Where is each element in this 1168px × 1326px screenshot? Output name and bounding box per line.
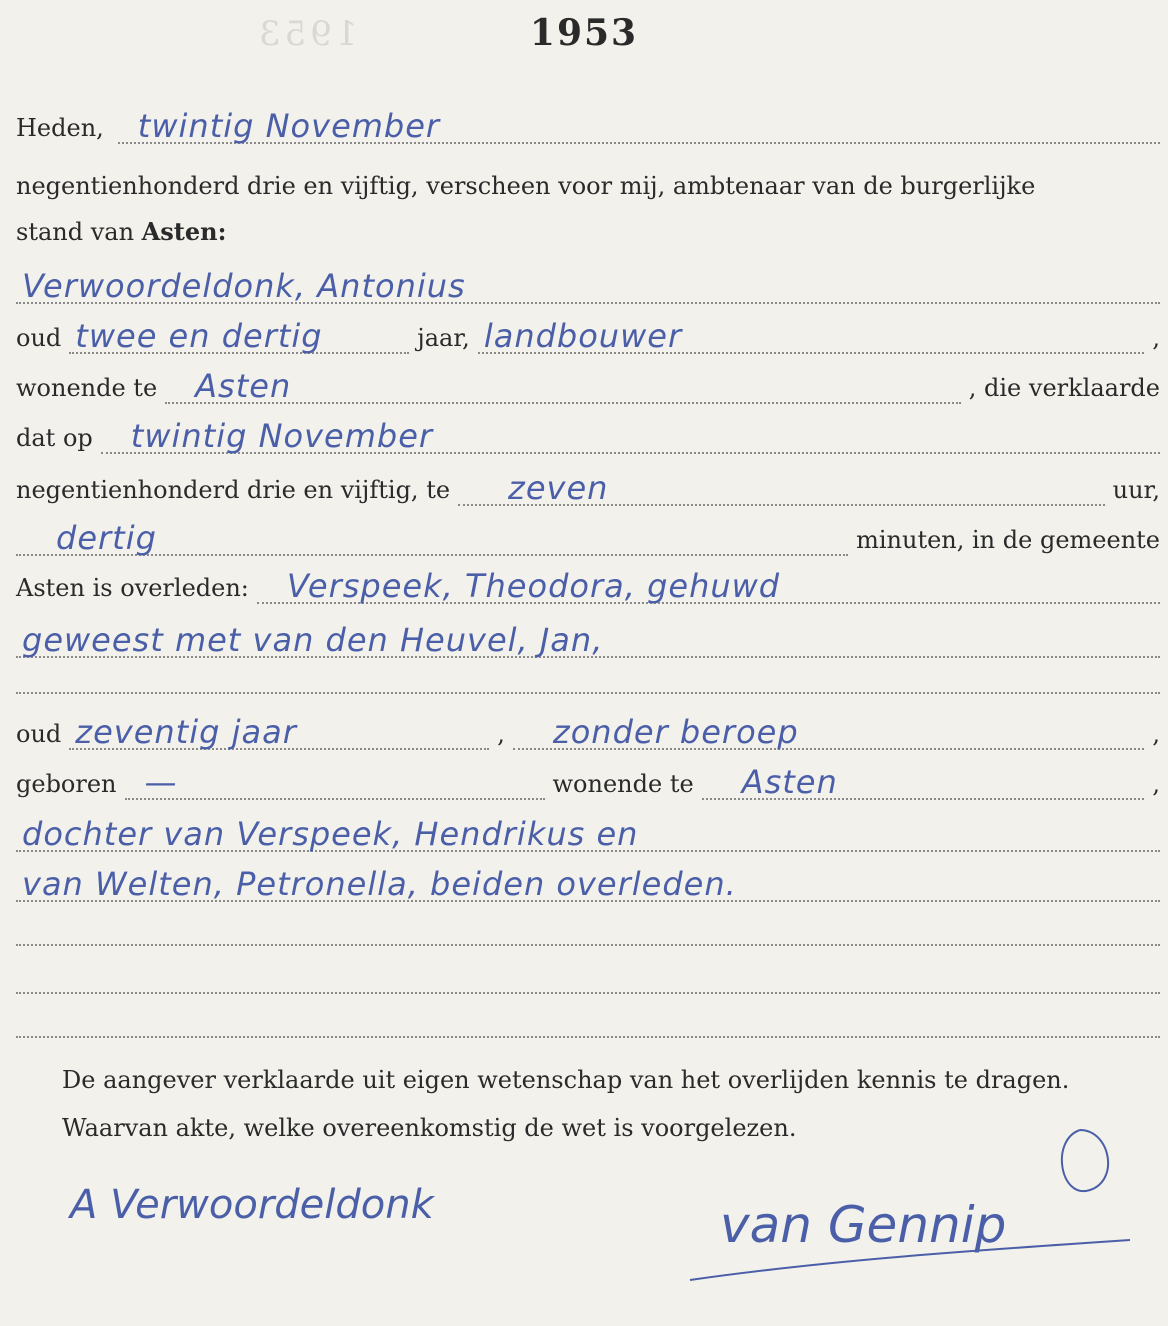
line-blank-3	[16, 958, 1160, 994]
signature-declarant: A Verwoordeldonk	[70, 1182, 434, 1228]
heden-text: Heden,	[16, 114, 104, 142]
comma-sep: ,	[497, 720, 505, 748]
label-overleden: Asten is overleden:	[16, 574, 249, 602]
line-place	[16, 212, 1160, 248]
closing-line-1: De aangever verklaarde uit eigen wetenschap van het overlijden kennis te dragen.	[62, 1066, 1070, 1094]
comma-end: ,	[1152, 720, 1160, 748]
label-oud: oud	[16, 324, 62, 352]
field-deceased-residence	[702, 762, 1145, 800]
flourish-underline	[690, 1240, 1130, 1280]
line-death-date	[16, 418, 1160, 454]
ghost-year: 1953	[255, 14, 358, 54]
line-declarant	[16, 268, 1160, 304]
field-blank-2	[16, 908, 1160, 946]
handwritten-age: twee en dertig	[75, 317, 323, 355]
handwritten-deceased-residence: Asten	[741, 763, 838, 801]
signature-flourish	[680, 1110, 1150, 1310]
handwritten-hour: zeven	[508, 469, 609, 507]
comma-end-2: ,	[1152, 770, 1160, 798]
field-death-date	[101, 416, 1160, 454]
field-birthplace	[125, 762, 545, 800]
field-occupation	[478, 316, 1145, 354]
field-date	[118, 106, 1160, 144]
label-verklaarde: , die verklaarde	[968, 374, 1160, 402]
closing-line-2: Waarvan akte, welke overeenkomstig de wet is voorgelezen.	[62, 1114, 797, 1142]
line-blank-4	[16, 1002, 1160, 1038]
stand-prefix: stand van	[16, 218, 142, 246]
line-hour	[16, 470, 1160, 506]
handwritten-deceased-age: zeventig jaar	[75, 713, 297, 751]
handwritten-deceased: Verspeek, Theodora, gehuwd	[286, 567, 781, 605]
label-wonende-2: wonende te	[552, 770, 694, 798]
label-wonende: wonende te	[16, 374, 158, 402]
flourish-loop	[1062, 1130, 1108, 1191]
handwritten-date: twintig November	[137, 107, 441, 145]
field-spouse	[16, 620, 1160, 658]
field-parents-1	[16, 814, 1160, 852]
field-deceased-occupation	[513, 712, 1144, 750]
signature-official: van Gennip	[720, 1196, 1007, 1254]
field-blank	[16, 656, 1160, 694]
line-parents-2	[16, 866, 1160, 902]
handwritten-spouse: geweest met van den Heuvel, Jan,	[22, 621, 604, 659]
line-date	[16, 108, 1160, 144]
place-asten: Asten:	[141, 217, 227, 246]
handwritten-parents-1: dochter van Verspeek, Hendrikus en	[22, 815, 639, 853]
handwritten-residence: Asten	[195, 367, 292, 405]
field-minutes	[16, 518, 848, 556]
comma: ,	[1152, 324, 1160, 352]
handwritten-occupation: landbouwer	[483, 317, 683, 355]
line-residence	[16, 368, 1160, 404]
handwritten-birthplace: —	[144, 763, 178, 801]
label-uur: uur,	[1112, 476, 1160, 504]
field-blank-3	[16, 956, 1160, 994]
handwritten-death-date: twintig November	[130, 417, 434, 455]
label-year-te: negentienhonderd drie en vijftig, te	[16, 476, 451, 504]
label-dat-op: dat op	[16, 424, 93, 452]
field-deceased-age	[69, 712, 489, 750]
field-blank-4	[16, 1000, 1160, 1038]
field-declarant-age	[69, 316, 409, 354]
field-declarant-name	[16, 266, 1160, 304]
line-deceased	[16, 568, 1160, 604]
line-minutes	[16, 520, 1160, 556]
label-heden	[16, 114, 104, 144]
label-minuten: minuten, in de gemeente	[856, 526, 1160, 554]
line-declarant-age	[16, 318, 1160, 354]
label-oud-2: oud	[16, 720, 62, 748]
line-deceased-age	[16, 714, 1160, 750]
handwritten-parents-2: van Welten, Petronella, beiden overleden.	[22, 865, 737, 903]
line-parents-1	[16, 816, 1160, 852]
handwritten-minutes: dertig	[56, 519, 157, 557]
label-geboren: geboren	[16, 770, 117, 798]
field-parents-2	[16, 864, 1160, 902]
line-blank-1	[16, 658, 1160, 694]
line-blank-2	[16, 910, 1160, 946]
document-year: 1953	[529, 12, 639, 54]
line-printed-2	[16, 166, 1160, 202]
printed-stand	[16, 218, 226, 248]
line-birth	[16, 764, 1160, 800]
handwritten-deceased-occupation: zonder beroep	[552, 713, 799, 751]
line-spouse	[16, 622, 1160, 658]
handwritten-declarant: Verwoordeldonk, Antonius	[22, 267, 466, 305]
field-hour	[458, 468, 1105, 506]
field-residence	[165, 366, 961, 404]
label-jaar: jaar,	[417, 324, 470, 352]
field-deceased	[257, 566, 1160, 604]
printed-text: negentienhonderd drie en vijftig, verscheen voor mij, ambtenaar van de burgerlijke	[16, 172, 1036, 200]
